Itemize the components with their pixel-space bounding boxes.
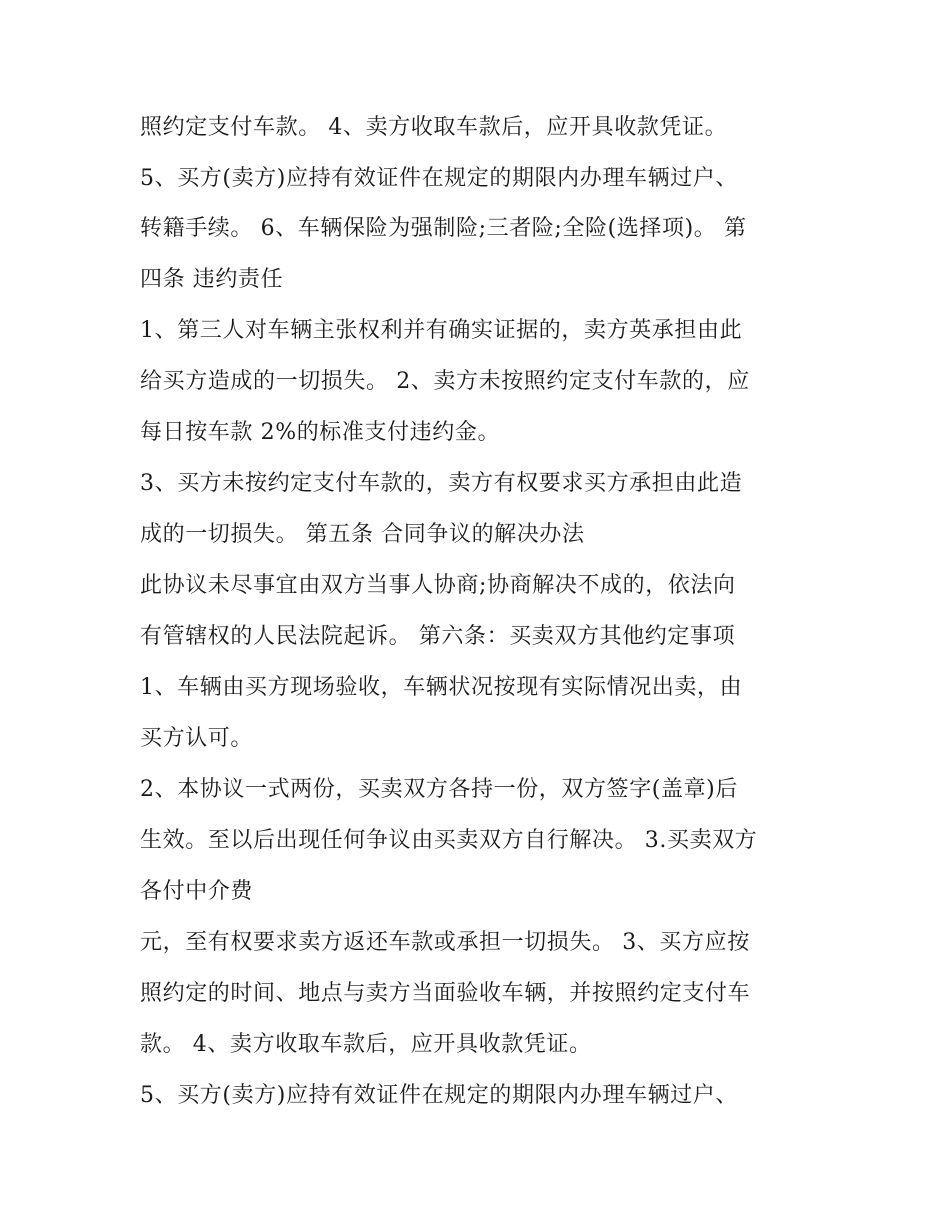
text-line: 有管辖权的人民法院起诉。 第六条：买卖双方其他约定事项 (140, 624, 736, 649)
text-line: 转籍手续。 6、车辆保险为强制险;三者险;全险(选择项)。 第 (140, 216, 747, 241)
text-line: 生效。至以后出现任何争议由买卖双方自行解决。 3.买卖双方 (140, 828, 758, 853)
text-line: 照约定的时间、地点与卖方当面验收车辆，并按照约定支付车 (140, 981, 751, 1006)
text-line: 照约定支付车款。 4、卖方收取车款后，应开具收款凭证。 (140, 115, 728, 140)
text-line: 2、本协议一式两份，买卖双方各持一份，双方签字(盖章)后 (140, 777, 738, 802)
text-line: 1、车辆由买方现场验收，车辆状况按现有实际情况出卖，由 (140, 675, 743, 700)
text-line: 3、买方未按约定支付车款的，卖方有权要求买方承担由此造 (140, 471, 743, 496)
text-line: 5、买方(卖方)应持有效证件在规定的期限内办理车辆过户、 (140, 1083, 738, 1108)
text-line: 成的一切损失。 第五条 合同争议的解决办法 (140, 522, 585, 547)
text-line: 元，至有权要求卖方返还车款或承担一切损失。 3、买方应按 (140, 930, 750, 955)
text-line: 四条 违约责任 (140, 267, 284, 292)
text-line: 每日按车款 2%的标准支付违约金。 (140, 420, 501, 445)
text-line: 款。 4、卖方收取车款后，应开具收款凭证。 (140, 1032, 592, 1057)
text-line: 各付中介费 (140, 879, 254, 904)
text-line: 1、第三人对车辆主张权利并有确实证据的，卖方英承担由此 (140, 318, 743, 343)
text-line: 5、买方(卖方)应持有效证件在规定的期限内办理车辆过户、 (140, 166, 738, 191)
text-line: 此协议未尽事宜由双方当事人协商;协商解决不成的，依法向 (140, 573, 736, 598)
text-line: 给买方造成的一切损失。 2、卖方未按照约定支付车款的，应 (140, 369, 750, 394)
text-line: 买方认可。 (140, 726, 254, 751)
